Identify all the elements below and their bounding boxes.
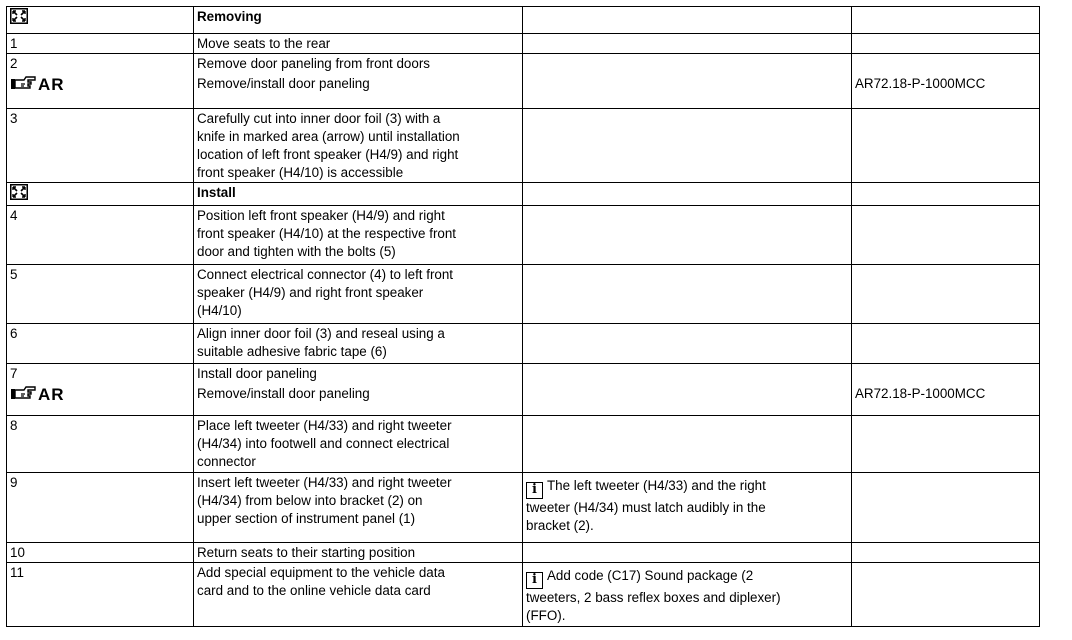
step-cell xyxy=(7,473,194,543)
note-cell xyxy=(523,416,852,473)
note-cell xyxy=(523,109,852,183)
note-cell xyxy=(523,543,852,563)
table-row xyxy=(7,563,1040,627)
note-cell xyxy=(523,7,852,34)
action-cell xyxy=(194,54,523,109)
ar-row xyxy=(10,383,190,405)
note-cell xyxy=(523,473,852,543)
note-text: The left tweeter (H4/33) and the right xyxy=(547,478,766,493)
note-cell xyxy=(523,206,852,265)
instructions-table xyxy=(6,6,1040,627)
info-icon: i xyxy=(526,572,543,589)
step-cell xyxy=(7,109,194,183)
table-row xyxy=(7,34,1040,54)
table-row xyxy=(7,206,1040,265)
reference-cell xyxy=(852,7,1040,34)
action-cell xyxy=(194,473,523,543)
note-line xyxy=(526,517,848,535)
note-cell xyxy=(523,364,852,416)
action-cell xyxy=(194,206,523,265)
section-row xyxy=(7,7,1040,34)
step-number: 7 xyxy=(10,366,18,381)
action-text: front speaker (H4/10) at the respective front xyxy=(197,226,457,241)
table-row xyxy=(7,54,1040,109)
spacer xyxy=(855,55,1036,73)
action-text: Move seats to the rear xyxy=(197,36,331,51)
step-number: 4 xyxy=(10,208,18,223)
note-cell xyxy=(523,183,852,206)
note-cell xyxy=(523,34,852,54)
ar-reference-badge[interactable] xyxy=(10,75,65,95)
step-number: 6 xyxy=(10,326,18,341)
reference-cell xyxy=(852,265,1040,324)
action-text: Insert left tweeter (H4/33) and right tweeter xyxy=(197,475,452,490)
reference-cell xyxy=(852,364,1040,416)
table-row xyxy=(7,416,1040,473)
removing-install-icon xyxy=(10,184,28,205)
step-cell xyxy=(7,265,194,324)
step-number: 3 xyxy=(10,111,18,126)
action-cell xyxy=(194,324,523,364)
step-cell xyxy=(7,416,194,473)
note-cell xyxy=(523,265,852,324)
reference-cell xyxy=(852,183,1040,206)
instructions-document xyxy=(6,6,1040,627)
reference-cell xyxy=(852,206,1040,265)
step-number: 9 xyxy=(10,475,18,490)
pointing-hand-icon xyxy=(10,75,38,95)
section-row xyxy=(7,183,1040,206)
action-cell xyxy=(194,543,523,563)
action-cell xyxy=(194,416,523,473)
table-row xyxy=(7,473,1040,543)
note-cell xyxy=(523,54,852,109)
reference-cell xyxy=(852,563,1040,627)
ar-label: AR xyxy=(38,74,65,94)
reference-cell xyxy=(852,34,1040,54)
action-text: Align inner door foil (3) and reseal using a xyxy=(197,326,445,341)
step-cell xyxy=(7,206,194,265)
action-text: door and tighten with the bolts (5) xyxy=(197,244,396,259)
step-cell xyxy=(7,34,194,54)
reference-cell xyxy=(852,473,1040,543)
ar-label: AR xyxy=(38,384,65,404)
ar-reference-link[interactable]: AR72.18-P-1000MCC xyxy=(855,386,986,401)
info-icon: i xyxy=(526,482,543,499)
action-cell xyxy=(194,265,523,324)
ar-row xyxy=(197,383,519,405)
reference-cell xyxy=(852,416,1040,473)
removing-install-icon xyxy=(10,8,28,29)
note-line xyxy=(526,477,848,499)
step-cell xyxy=(7,183,194,206)
ar-row xyxy=(855,383,1036,405)
step-number: 10 xyxy=(10,545,25,560)
note-text: tweeter (H4/34) must latch audibly in the xyxy=(526,500,766,515)
section-heading: Install xyxy=(197,185,236,200)
reference-cell xyxy=(852,324,1040,364)
action-text: Add special equipment to the vehicle data xyxy=(197,565,445,580)
action-text: upper section of instrument panel (1) xyxy=(197,511,416,526)
table-row xyxy=(7,543,1040,563)
section-heading: Removing xyxy=(197,9,262,24)
note-line xyxy=(526,589,848,607)
ar-reference-badge[interactable] xyxy=(10,385,65,405)
reference-cell xyxy=(852,109,1040,183)
action-text: Place left tweeter (H4/33) and right tweeter xyxy=(197,418,452,433)
table-row xyxy=(7,324,1040,364)
step-cell xyxy=(7,563,194,627)
step-cell xyxy=(7,364,194,416)
step-number: 8 xyxy=(10,418,18,433)
ar-row xyxy=(10,73,190,95)
action-cell xyxy=(194,364,523,416)
action-text: card and to the online vehicle data card xyxy=(197,583,431,598)
table-row xyxy=(7,265,1040,324)
note-cell xyxy=(523,563,852,627)
spacer xyxy=(855,365,1036,383)
ar-document-title: Remove/install door paneling xyxy=(197,76,370,91)
note-text: tweeters, 2 bass reflex boxes and diplexer) xyxy=(526,590,781,605)
action-cell xyxy=(194,183,523,206)
note-text: (FFO). xyxy=(526,608,566,623)
action-text: speaker (H4/9) and right front speaker xyxy=(197,285,424,300)
table-row xyxy=(7,109,1040,183)
action-text: (H4/34) from below into bracket (2) on xyxy=(197,493,423,508)
note-text: Add code (C17) Sound package (2 xyxy=(547,568,754,583)
action-text: Position left front speaker (H4/9) and right xyxy=(197,208,445,223)
ar-reference-link[interactable]: AR72.18-P-1000MCC xyxy=(855,76,986,91)
action-text: suitable adhesive fabric tape (6) xyxy=(197,344,387,359)
action-cell xyxy=(194,7,523,34)
note-line xyxy=(526,499,848,517)
note-text: bracket (2). xyxy=(526,518,594,533)
action-cell xyxy=(194,34,523,54)
action-text: Connect electrical connector (4) to left front xyxy=(197,267,454,282)
step-cell xyxy=(7,324,194,364)
action-cell xyxy=(194,109,523,183)
step-cell xyxy=(7,54,194,109)
reference-cell xyxy=(852,54,1040,109)
action-text: connector xyxy=(197,454,256,469)
step-number: 2 xyxy=(10,56,18,71)
step-cell xyxy=(7,7,194,34)
action-text: knife in marked area (arrow) until installation xyxy=(197,129,460,144)
pointing-hand-icon xyxy=(10,385,38,405)
note-cell xyxy=(523,324,852,364)
action-text: Carefully cut into inner door foil (3) with a xyxy=(197,111,441,126)
action-text: (H4/34) into footwell and connect electrical xyxy=(197,436,450,451)
note-line xyxy=(526,607,848,625)
action-text: Return seats to their starting position xyxy=(197,545,416,560)
action-text: front speaker (H4/10) is accessible xyxy=(197,165,404,180)
action-text: (H4/10) xyxy=(197,303,242,318)
step-number: 1 xyxy=(10,36,18,51)
ar-document-title: Remove/install door paneling xyxy=(197,386,370,401)
step-number: 11 xyxy=(10,565,24,580)
step-number: 5 xyxy=(10,267,18,282)
action-text: location of left front speaker (H4/9) and right xyxy=(197,147,459,162)
action-text: Install door paneling xyxy=(197,366,317,381)
step-cell xyxy=(7,543,194,563)
action-cell xyxy=(194,563,523,627)
ar-row xyxy=(855,73,1036,95)
table-row xyxy=(7,364,1040,416)
note-line xyxy=(526,567,848,589)
action-text: Remove door paneling from front doors xyxy=(197,56,430,71)
reference-cell xyxy=(852,543,1040,563)
ar-row xyxy=(197,73,519,95)
